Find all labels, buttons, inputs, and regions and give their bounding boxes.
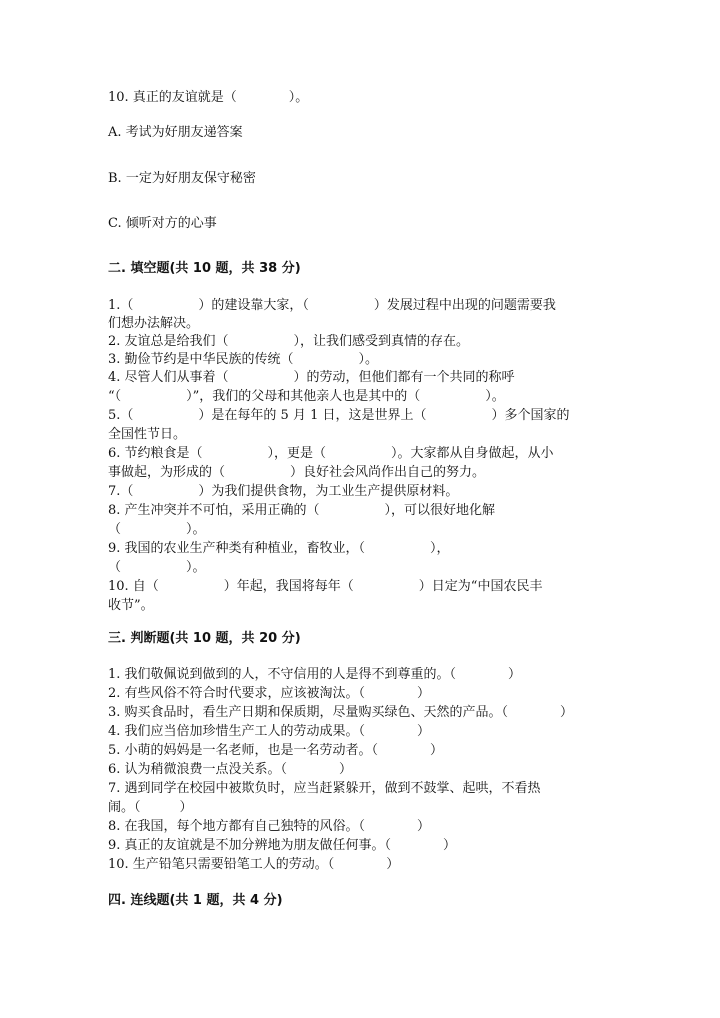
fill-line: 事做起，为形成的（ ）良好社会风尚作出自己的努力。 — [108, 465, 486, 480]
section-3-heading: 三. 判断题(共 10 题，共 20 分) — [108, 631, 301, 646]
judge-line: 9. 真正的友谊就是不加分辨地为朋友做任何事。（ ） — [108, 838, 457, 853]
judge-line: 6. 认为稍微浪费一点没关系。（ ） — [108, 762, 353, 777]
fill-line: 全国性节日。 — [108, 427, 187, 442]
fill-line: 9. 我国的农业生产种类有种植业，畜牧业，（ ）， — [108, 541, 450, 556]
fill-line: 1.（ ）的建设靠大家，（ ）发展过程中出现的问题需要我 — [108, 298, 556, 313]
fill-line: 8. 产生冲突并不可怕，采用正确的（ ），可以很好地化解 — [108, 503, 496, 518]
fill-line: 收节”。 — [108, 598, 154, 613]
judge-line: 闹。（ ） — [108, 800, 193, 815]
fill-line: 10. 自（ ）年起，我国将每年（ ）日定为“中国农民丰 — [108, 579, 543, 594]
option-c: C. 倾听对方的心事 — [108, 216, 217, 231]
fill-line: 2. 友谊总是给我们（ ），让我们感受到真情的存在。 — [108, 334, 470, 349]
section-4-heading: 四. 连线题(共 1 题，共 4 分) — [108, 893, 283, 908]
option-a: A. 考试为好朋友递答案 — [108, 125, 243, 140]
section-2-heading: 二. 填空题(共 10 题，共 38 分) — [108, 261, 301, 276]
fill-line: “（ ）”，我们的父母和其他亲人也是其中的（ ）。 — [108, 389, 505, 404]
judge-line: 7. 遇到同学在校园中被欺负时，应当赶紧躲开，做到不鼓掌、起哄，不看热 — [108, 781, 541, 796]
judge-line: 4. 我们应当倍加珍惜生产工人的劳动成果。（ ） — [108, 724, 431, 739]
fill-line: 7.（ ）为我们提供食物，为工业生产提供原材料。 — [108, 484, 459, 499]
judge-line: 8. 在我国，每个地方都有自己独特的风俗。（ ） — [108, 819, 431, 834]
judge-line: 3. 购买食品时，看生产日期和保质期，尽量购买绿色、天然的产品。（ ） — [108, 705, 574, 720]
fill-line: 3. 勤俭节约是中华民族的传统（ ）。 — [108, 352, 379, 367]
question-10-stem: 10. 真正的友谊就是（ ）。 — [108, 90, 309, 105]
fill-line: （ ）。 — [108, 560, 206, 575]
fill-line: 5.（ ）是在每年的 5 月 1 日，这是世界上（ ）多个国家的 — [108, 408, 570, 423]
judge-line: 10. 生产铅笔只需要铅笔工人的劳动。（ ） — [108, 857, 400, 872]
option-b: B. 一定为好朋友保守秘密 — [108, 171, 256, 186]
fill-line: 6. 节约粮食是（ ），更是（ ）。大家都从自身做起，从小 — [108, 446, 554, 461]
judge-line: 1. 我们敬佩说到做到的人，不守信用的人是得不到尊重的。（ ） — [108, 667, 522, 682]
judge-line: 5. 小萌的妈妈是一名老师，也是一名劳动者。（ ） — [108, 743, 444, 758]
fill-line: 们想办法解决。 — [108, 316, 200, 331]
judge-line: 2. 有些风俗不符合时代要求，应该被淘汰。（ ） — [108, 686, 431, 701]
fill-line: （ ）。 — [108, 522, 206, 537]
fill-line: 4. 尽管人们从事着（ ）的劳动，但他们都有一个共同的称呼 — [108, 370, 515, 385]
